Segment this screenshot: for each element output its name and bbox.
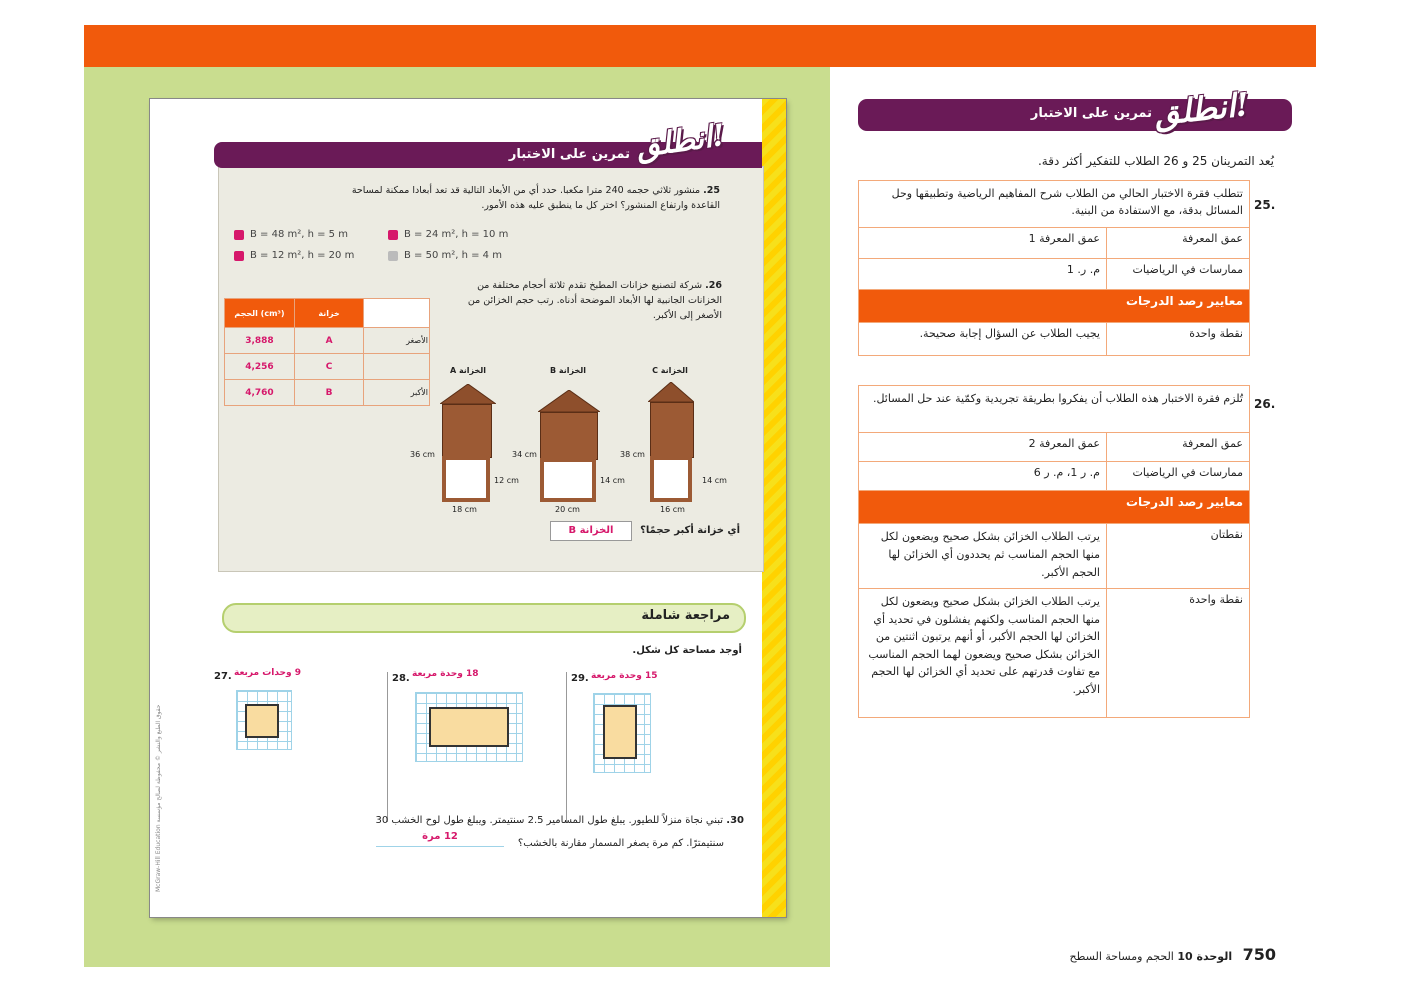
- option-2[interactable]: [234, 229, 348, 240]
- ex26-description: تُلزم فقرة الاختبار هذه الطلاب أن يفكروا بطريقة تجريدية وكمّية عند حل المسائل.: [859, 386, 1250, 433]
- ex25-table: [858, 180, 1250, 356]
- ex25-dok-label: عمق المعرفة: [1107, 228, 1250, 259]
- cabinet-b-depth: 14 cm: [600, 476, 625, 485]
- cabinet-a-height: 36 cm: [410, 450, 435, 459]
- cabinet-b-shelf: [540, 458, 596, 502]
- question-25: [340, 183, 720, 213]
- q30-text-1: تبني نجاة منزلاً للطيور. يبلغ طول المسامير 2.5 سنتيمتر. ويبلغ طول لوح الخشب 30: [375, 815, 724, 826]
- checkbox-icon[interactable]: [234, 251, 244, 261]
- divider: [387, 672, 388, 822]
- page-footer: [1036, 945, 1276, 964]
- shape-29-number: 29.: [571, 673, 589, 684]
- ex26-mp-label: ممارسات في الرياضيات: [1107, 462, 1250, 491]
- divider: [566, 672, 567, 822]
- ex26-rubric-points: نقطتان: [1107, 524, 1250, 589]
- cabinet-c-shelf: [650, 456, 692, 502]
- q26-text: شركة لتصنيع خزانات المطبخ تقدم ثلاثة أحجام مختلفة من الخزانات الجانبية لها الأبعاد الموضحة أدناه. رتب حجم الخزائن من الأصغر إلى الأكبر.: [467, 280, 722, 321]
- table-row: [225, 328, 430, 354]
- checkbox-icon[interactable]: [388, 230, 398, 240]
- review-title: مراجعة شاملة: [641, 608, 730, 623]
- option-3[interactable]: [388, 250, 502, 261]
- page-number: 750: [1242, 945, 1276, 964]
- q30-number: 30.: [726, 815, 744, 826]
- unit-label: الوحدة 10: [1177, 950, 1233, 963]
- shape-29-figure: [603, 705, 637, 759]
- shape-27-number: 27.: [214, 671, 232, 682]
- volume-cell: 3,888: [225, 328, 295, 354]
- order-cell: [364, 354, 430, 380]
- cabinet-a-roof: [440, 384, 496, 404]
- ex26-mp-value: م. ر 1، م. ر 6: [859, 462, 1107, 491]
- cabinet-header: خزانة: [294, 299, 363, 328]
- option-label: B = 50 m², h = 4 m: [404, 250, 502, 261]
- question-30: [340, 813, 744, 828]
- q30-text-2: سنتيمترًا. كم مرة يصغر المسمار مقارنة بالخشب؟: [517, 838, 724, 849]
- volume-cell: 4,760: [225, 380, 295, 406]
- shape-29-answer: 15 وحدة مربعة: [591, 671, 658, 681]
- q30-answer: 12 مرة: [422, 831, 458, 842]
- review-prompt: أوجد مساحة كل شكل.: [632, 645, 742, 656]
- checkbox-icon[interactable]: [234, 230, 244, 240]
- option-1[interactable]: [388, 229, 508, 240]
- volume-cell: 4,256: [225, 354, 295, 380]
- cabinet-a-width: 18 cm: [452, 505, 477, 514]
- volume-header: الحجم (cm³): [225, 299, 295, 328]
- ex25-description: تتطلب فقرة الاختبار الحالي من الطلاب شرح المفاهيم الرياضية وتطبيقها وحل المسائل بدقة، مع الاستفادة من البنية.: [859, 181, 1250, 228]
- shape-27-figure: [245, 704, 279, 738]
- option-label: B = 48 m², h = 5 m: [250, 229, 348, 240]
- cabinet-c-width: 16 cm: [660, 505, 685, 514]
- cabinet-b-door: [540, 412, 598, 460]
- cabinet-b-roof: [538, 390, 600, 412]
- q25-text: منشور ثلاثي حجمه 240 مترا مكعبا. حدد أي من الأبعاد التالية قد تعد أبعادا ممكنة لمساحة القاعدة وارتفاع المنشور؟ اختر كل ما ينطبق عليه هذه الأمور.: [351, 185, 720, 211]
- teacher-go-logo: انطلق!: [1152, 85, 1252, 133]
- ex26-dok-value: عمق المعرفة 2: [859, 433, 1107, 462]
- ex25-dok-value: عمق المعرفة 1: [859, 228, 1107, 259]
- table-row: [225, 380, 430, 406]
- cabinet-a-title: الخزانة A: [449, 366, 487, 375]
- go-logo: انطلق!: [633, 117, 728, 166]
- volume-table: [224, 298, 430, 406]
- ex25-rubric-title: معايير رصد الدرجات: [859, 290, 1250, 323]
- shape-27-answer: 9 وحدات مربعة: [234, 668, 302, 678]
- ex25-mp-value: م. ر. 1: [859, 259, 1107, 290]
- cabinet-a-depth: 12 cm: [494, 476, 519, 485]
- order-cell: الأكبر: [364, 380, 430, 406]
- biggest-question: أي خزانة أكبر حجمًا؟: [640, 525, 740, 536]
- cabinet-b-width: 20 cm: [555, 505, 580, 514]
- cabinet-a-door: [442, 404, 492, 458]
- shape-28-answer: 18 وحدة مربعة: [412, 669, 479, 679]
- cabinet-a-shelf: [442, 456, 490, 502]
- ex26-rubric-points: نقطة واحدة: [1107, 589, 1250, 718]
- cabinet-c-door: [650, 402, 694, 458]
- blank-header: [364, 299, 430, 328]
- cabinet-b-height: 34 cm: [512, 450, 537, 459]
- option-label: B = 12 m², h = 20 m: [250, 250, 355, 261]
- top-banner: [84, 25, 1316, 67]
- ex26-rubric-desc: يرتب الطلاب الخزائن بشكل صحيح ويضعون لكل منها الحجم المناسب ولكنهم يفشلون في تحديد أي الخزائن لها الحجم الأكبر، أو أنهم يرتبون اثنتين من الخزائن بشكل صحيح ويضعون لهما الحجم المناسب مع تفاوت قدرتهم على تحديد أي الخزائن لها الحجم الأكبر.: [859, 589, 1107, 718]
- shape-28-figure: [429, 707, 509, 747]
- checkbox-icon[interactable]: [388, 251, 398, 261]
- ex26-rubric-desc: يرتب الطلاب الخزائن بشكل صحيح ويضعون لكل منها الحجم المناسب ثم يحددون أي الخزائن لها الحجم الأكبر.: [859, 524, 1107, 589]
- option-label: B = 24 m², h = 10 m: [404, 229, 509, 240]
- cabinet-cell: C: [294, 354, 363, 380]
- option-4[interactable]: [234, 250, 354, 261]
- cabinet-c-title: الخزانة C: [652, 366, 688, 375]
- yellow-strip: [762, 99, 786, 917]
- q25-number: 25.: [703, 185, 720, 196]
- copyright-note: McGraw-Hill Education حقوق الطبع والنشر © محفوظة لصالح مؤسسة: [155, 704, 162, 892]
- cabinet-c-roof: [648, 382, 694, 402]
- test-practice-title: تمرين على الاختبار: [508, 147, 630, 162]
- question-26: [460, 278, 722, 323]
- table-row: [225, 354, 430, 380]
- ex26-table: [858, 385, 1250, 718]
- ex25-mp-label: ممارسات في الرياضيات: [1107, 259, 1250, 290]
- ex25-rubric-desc: يجيب الطلاب عن السؤال إجابة صحيحة.: [859, 323, 1107, 356]
- shape-28-number: 28.: [392, 673, 410, 684]
- ex26-rubric-title: معايير رصد الدرجات: [859, 491, 1250, 524]
- unit-title: الحجم ومساحة السطح: [1069, 950, 1174, 963]
- ex26-number: 26.: [1254, 397, 1276, 411]
- q30-answer-line[interactable]: [376, 846, 504, 847]
- cabinet-c-depth: 14 cm: [702, 476, 727, 485]
- ex25-rubric-points: نقطة واحدة: [1107, 323, 1250, 356]
- ex25-number: 25.: [1254, 198, 1276, 212]
- biggest-answer-box[interactable]: الخزانة B: [550, 521, 632, 541]
- ex26-dok-label: عمق المعرفة: [1107, 433, 1250, 462]
- q26-number: 26.: [705, 280, 722, 291]
- cabinet-cell: B: [294, 380, 363, 406]
- cabinet-b-title: الخزانة B: [550, 366, 586, 375]
- teacher-intro: يُعد التمرينان 25 و 26 الطلاب للتفكير أكثر دقة.: [1037, 154, 1274, 168]
- order-cell: الأصغر: [364, 328, 430, 354]
- cabinet-c-height: 38 cm: [620, 450, 645, 459]
- cabinet-cell: A: [294, 328, 363, 354]
- teacher-band-title: تمرين على الاختبار: [1030, 106, 1152, 121]
